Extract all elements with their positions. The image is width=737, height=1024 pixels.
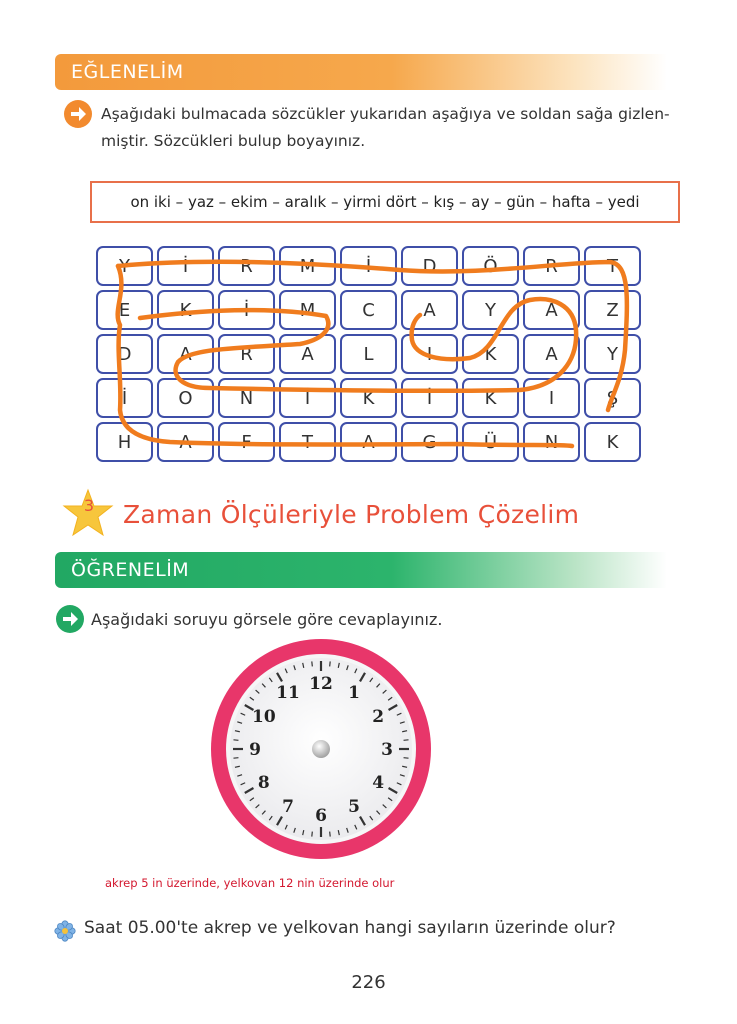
clock-number: 11 xyxy=(276,682,300,703)
clock-minute-tick xyxy=(330,832,331,837)
grid-cell: D xyxy=(401,246,458,286)
grid-cell: Ş xyxy=(584,378,641,418)
flower-icon xyxy=(54,920,76,942)
grid-cell: G xyxy=(401,422,458,462)
puzzle-instruction-line1: Aşağıdaki bulmacada sözcükler yukarıdan aşağıya ve soldan sağa gizlen- xyxy=(101,105,670,123)
grid-cell: K xyxy=(584,422,641,462)
grid-cell: K xyxy=(157,290,214,330)
grid-cell: A xyxy=(157,422,214,462)
clock-number: 2 xyxy=(372,707,385,727)
clock-number: 6 xyxy=(315,806,327,826)
grid-cell: A xyxy=(401,290,458,330)
grid-cell: İ xyxy=(218,290,275,330)
clock-number: 4 xyxy=(372,773,385,793)
clock-number: 7 xyxy=(282,797,294,818)
grid-cell: İ xyxy=(96,378,153,418)
clock-number: 5 xyxy=(348,797,360,818)
word-list-box xyxy=(90,181,680,223)
grid-cell: İ xyxy=(279,378,336,418)
clock-number: 1 xyxy=(348,682,360,703)
grid-cell: N xyxy=(218,378,275,418)
grid-cell: C xyxy=(340,290,397,330)
grid-cell: Ö xyxy=(462,246,519,286)
word-list: on iki – yaz – ekim – aralık – yirmi dört – kış – ay – gün – hafta – yedi xyxy=(130,193,640,211)
clock-number: 12 xyxy=(309,674,333,694)
clock-number: 3 xyxy=(381,740,393,760)
section-title: Zaman Ölçüleriyle Problem Çözelim xyxy=(123,500,580,529)
grid-cell: I xyxy=(401,334,458,374)
clock-minute-tick xyxy=(404,758,409,759)
grid-cell: R xyxy=(523,246,580,286)
clock-number: 8 xyxy=(257,773,270,793)
grid-cell: A xyxy=(523,290,580,330)
grid-cell: M xyxy=(279,290,336,330)
clock-number: 10 xyxy=(252,707,276,727)
banner-eglenelim xyxy=(55,54,667,90)
arrow-right-icon xyxy=(56,605,84,633)
grid-cell: M xyxy=(279,246,336,286)
clock-number: 9 xyxy=(249,740,261,760)
grid-cell: A xyxy=(523,334,580,374)
grid-cell: K xyxy=(462,378,519,418)
clock-minute-tick xyxy=(233,758,238,759)
grid-cell: T xyxy=(279,422,336,462)
grid-cell: Y xyxy=(96,246,153,286)
clock-minute-tick xyxy=(312,832,313,837)
grid-cell: R xyxy=(218,246,275,286)
grid-cell: R xyxy=(218,334,275,374)
grid-cell: Y xyxy=(462,290,519,330)
banner-ogrenelim xyxy=(55,552,667,588)
puzzle-instruction xyxy=(101,101,670,155)
grid-cell: K xyxy=(340,378,397,418)
grid-cell: Y xyxy=(584,334,641,374)
banner-ogrenelim-label: ÖĞRENELİM xyxy=(71,559,190,581)
clock-minute-tick xyxy=(312,661,313,666)
grid-cell: F xyxy=(218,422,275,462)
clock-minute-tick xyxy=(404,740,409,741)
clock-minute-tick xyxy=(330,661,331,666)
grid-cell: Z xyxy=(584,290,641,330)
grid-cell: A xyxy=(340,422,397,462)
page-number: 226 xyxy=(351,972,386,993)
learn-instruction: Aşağıdaki soruyu görsele göre cevaplayınız. xyxy=(91,610,443,629)
grid-cell: A xyxy=(157,334,214,374)
clock-center-pin xyxy=(312,740,330,758)
grid-cell: Ü xyxy=(462,422,519,462)
grid-cell: N xyxy=(523,422,580,462)
question-text: Saat 05.00'te akrep ve yelkovan hangi sayıların üzerinde olur? xyxy=(84,918,616,938)
grid-cell: A xyxy=(279,334,336,374)
arrow-right-icon xyxy=(64,100,92,128)
word-search-grid xyxy=(96,246,642,464)
grid-cell: I xyxy=(523,378,580,418)
banner-eglenelim-label: EĞLENELİM xyxy=(71,61,184,83)
grid-cell: L xyxy=(340,334,397,374)
puzzle-instruction-line2: miştir. Sözcükleri bulup boyayınız. xyxy=(101,132,366,150)
grid-cell: O xyxy=(157,378,214,418)
section-number: 3 xyxy=(83,496,95,515)
grid-cell: E xyxy=(96,290,153,330)
clock-minute-tick xyxy=(233,740,238,741)
grid-cell: D xyxy=(96,334,153,374)
grid-cell: İ xyxy=(401,378,458,418)
grid-cell: T xyxy=(584,246,641,286)
handwritten-answer: akrep 5 in üzerinde, yelkovan 12 nin üzerinde olur xyxy=(105,876,395,890)
grid-cell: İ xyxy=(340,246,397,286)
clock xyxy=(208,636,434,862)
grid-cell: İ xyxy=(157,246,214,286)
grid-cell: H xyxy=(96,422,153,462)
grid-cell: K xyxy=(462,334,519,374)
